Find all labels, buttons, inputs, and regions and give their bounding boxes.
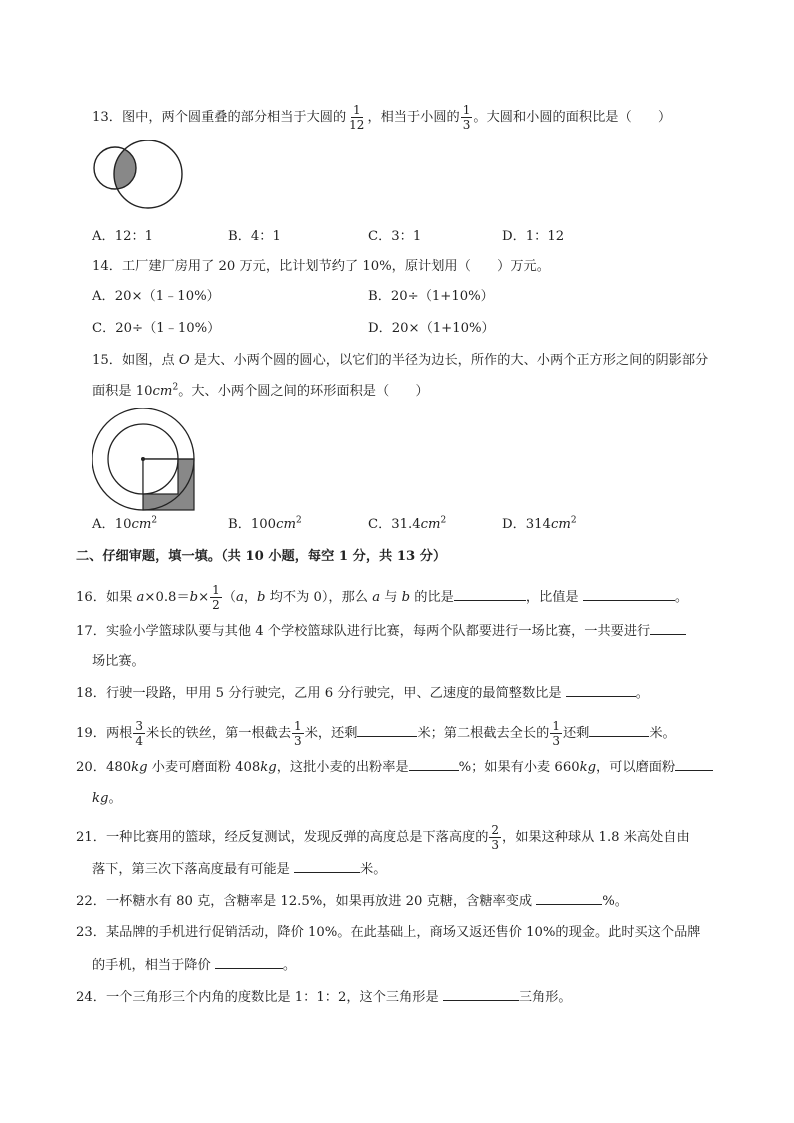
q14-option-d[interactable]: D．20×（1+10%）: [368, 321, 495, 336]
q19-text: 米长的铁丝，第一根截去: [145, 726, 292, 741]
q13-fraction-1: [347, 104, 366, 131]
q23-text: 的手机，相当于降价: [92, 958, 215, 973]
fraction-denominator: 3: [462, 118, 471, 132]
q16-var-b: b: [401, 590, 411, 605]
fraction-denominator: 3: [491, 838, 500, 852]
q15-option-b[interactable]: [228, 516, 302, 534]
q15-exponent: 2: [172, 382, 179, 393]
q13-option-b[interactable]: B．4：1: [228, 229, 281, 244]
q14-option-b[interactable]: B．20÷（1+10%）: [368, 289, 494, 304]
q19-fraction-3: [550, 720, 562, 747]
q20-text: 。: [108, 791, 122, 806]
option-exponent: 2: [295, 515, 302, 526]
option-exponent: 2: [440, 515, 447, 526]
q18-blank[interactable]: [566, 684, 636, 697]
q15-text-a: 15．如图，点: [92, 353, 179, 368]
q16-text: ，: [243, 590, 258, 605]
q24-blank[interactable]: [443, 988, 519, 1001]
q19-text: 米，还剩: [304, 726, 358, 741]
q19-blank-2[interactable]: [589, 724, 649, 737]
q18-text: 。: [635, 686, 649, 701]
q22-blank[interactable]: [536, 892, 602, 905]
q15-option-c[interactable]: [368, 516, 446, 534]
q16-text: 16．如果: [76, 590, 137, 605]
fraction-denominator: 2: [212, 598, 220, 612]
q17-blank[interactable]: [650, 622, 686, 635]
q16-fraction: [210, 584, 222, 611]
q21-text: 落下，第三次下落高度最有可能是: [92, 862, 295, 877]
q24-text: 三角形。: [518, 990, 572, 1005]
q16-text: 与: [380, 590, 402, 605]
q13-fraction-2: [461, 104, 473, 131]
q14-option-c[interactable]: C．20÷（1﹣10%）: [92, 321, 221, 336]
q20-unit: kg: [92, 791, 109, 806]
q22-stem: [76, 892, 628, 911]
q15-stem-line1: [92, 352, 708, 370]
q21-blank[interactable]: [294, 860, 360, 873]
option-exponent: 2: [151, 515, 158, 526]
q20-unit: kg: [260, 760, 277, 775]
q20-unit: kg: [131, 760, 148, 775]
q16-text: ×0.8＝: [144, 590, 190, 605]
q16-stem: [76, 584, 688, 611]
fraction-numerator: 1: [552, 719, 560, 733]
q23-stem-line1: 23．某品牌的手机进行促销活动，降价 10%。在此基础上，商场又返还售价 10%的现金。此时买这个品牌: [76, 925, 701, 940]
q19-stem: [76, 720, 676, 747]
q15-unit: cm: [152, 384, 173, 399]
q20-unit: kg: [579, 760, 597, 775]
q16-var-b: b: [257, 590, 266, 605]
option-unit: cm: [420, 517, 441, 532]
q19-text: 米。: [649, 726, 676, 741]
q13-option-a[interactable]: A．12：1: [92, 229, 154, 244]
q15-text-c: 面积是 10: [92, 384, 153, 399]
q13-stem: [92, 104, 671, 131]
q15-text-d: 。大、小两个圆之间的环形面积是（ ）: [178, 384, 429, 399]
fraction-denominator: 3: [552, 734, 560, 748]
q18-stem: [76, 684, 649, 703]
fraction-numerator: 1: [462, 103, 471, 117]
q15-concentric-circles-figure: [92, 408, 198, 512]
option-label: A．10: [92, 517, 132, 532]
option-exponent: 2: [570, 515, 577, 526]
q21-text: 米。: [360, 862, 387, 877]
q19-text: 19．两根: [76, 726, 133, 741]
q23-blank[interactable]: [215, 956, 283, 969]
q16-text: ，比值是: [525, 590, 583, 605]
q13-text-a: 13．图中，两个圆重叠的部分相当于大圆的: [92, 110, 347, 125]
q16-var-a: a: [136, 590, 145, 605]
q16-var-a: a: [372, 590, 381, 605]
fraction-denominator: 3: [294, 734, 302, 748]
fraction-numerator: 3: [135, 719, 143, 733]
q20-text: 小麦可磨面粉 408: [147, 760, 261, 775]
q14-option-a[interactable]: A．20×（1﹣10%）: [92, 289, 220, 304]
q21-fraction: [489, 824, 501, 851]
q20-text: %；如果有小麦 660: [458, 760, 580, 775]
q17-text: 17．实验小学篮球队要与其他 4 个学校篮球队进行比赛，每两个队都要进行一场比赛，一共要进行: [76, 624, 651, 639]
option-unit: cm: [550, 517, 571, 532]
option-unit: cm: [131, 517, 152, 532]
q16-text: 均不为 0），那么: [265, 590, 373, 605]
section-2-heading: 二、仔细审题，填一填。（共 10 小题，每空 1 分，共 13 分）: [76, 549, 447, 564]
q13-option-d[interactable]: D．1：12: [502, 229, 565, 244]
q19-blank-1[interactable]: [357, 724, 417, 737]
q16-text: 的比是: [410, 590, 454, 605]
q20-stem-line2: [92, 790, 122, 808]
q15-option-a[interactable]: [92, 516, 157, 534]
fraction-denominator: 12: [349, 118, 365, 132]
q23-text: 。: [282, 958, 297, 973]
q16-text: 。: [674, 590, 688, 605]
q20-blank-1[interactable]: [409, 758, 459, 771]
q13-text-c: 。大圆和小圆的面积比是（ ）: [473, 110, 672, 125]
q21-stem-line2: [92, 860, 386, 879]
q24-text: 24．一个三角形三个内角的度数比是 1：1：2，这个三角形是: [76, 990, 443, 1005]
q19-fraction-2: [292, 720, 304, 747]
q16-text: ×: [198, 590, 210, 605]
q22-text: %。: [602, 894, 628, 909]
q15-var-o: O: [178, 353, 190, 368]
q20-stem-line1: [76, 758, 713, 777]
q18-text: 18．行驶一段路，甲用 5 分行驶完，乙用 6 分行驶完，甲、乙速度的最简整数比是: [76, 686, 566, 701]
q20-text: 20．480: [76, 760, 132, 775]
q21-stem-line1: [76, 824, 690, 851]
q15-stem-line2: [92, 383, 429, 401]
q22-text: 22．一杯糖水有 80 克，含糖率是 12.5%，如果再放进 20 克糖，含糖率变成: [76, 894, 537, 909]
q20-text: ，这批小麦的出粉率是: [276, 760, 409, 775]
q21-text: 21．一种比赛用的篮球，经反复测试，发现反弹的高度总是下落高度的: [76, 830, 489, 845]
q13-overlapping-circles-figure: [92, 140, 188, 216]
q19-text: 还剩: [562, 726, 590, 741]
q19-text: 米；第二根截去全长的: [417, 726, 550, 741]
q15-option-d[interactable]: [502, 516, 577, 534]
q24-stem: [76, 988, 572, 1007]
q15-text-b: 是大、小两个圆的圆心，以它们的半径为边长，所作的大、小两个正方形之间的阴影部分: [189, 353, 709, 368]
q16-value-blank[interactable]: [583, 588, 675, 601]
q20-blank-2[interactable]: [675, 758, 713, 771]
q17-stem-line1: [76, 622, 686, 641]
fraction-numerator: 1: [294, 719, 302, 733]
q23-stem-line2: [92, 956, 296, 975]
option-label: D．314: [502, 517, 551, 532]
q16-var-b: b: [189, 590, 199, 605]
option-label: B．100: [228, 517, 277, 532]
q15-center-point-o: [141, 457, 145, 461]
q16-text: （: [222, 590, 236, 605]
q17-stem-line2: 场比赛。: [92, 654, 145, 669]
option-label: C．31.4: [368, 517, 421, 532]
fraction-numerator: 1: [212, 583, 220, 597]
q19-fraction-1: [133, 720, 145, 747]
option-unit: cm: [276, 517, 296, 532]
q14-stem: 14．工厂建厂房用了 20 万元，比计划节约了 10%，原计划用（ ）万元。: [92, 259, 550, 274]
q13-text-b: ，相当于小圆的: [367, 110, 460, 125]
fraction-numerator: 1: [352, 103, 361, 117]
fraction-numerator: 2: [491, 823, 500, 837]
q16-var-a: a: [235, 590, 244, 605]
q20-text: ，可以磨面粉: [596, 760, 676, 775]
q21-text: ，如果这种球从 1.8 米高处自由: [502, 830, 690, 845]
q16-ratio-blank[interactable]: [454, 588, 526, 601]
fraction-denominator: 4: [135, 734, 143, 748]
q13-option-c[interactable]: C．3：1: [368, 229, 422, 244]
